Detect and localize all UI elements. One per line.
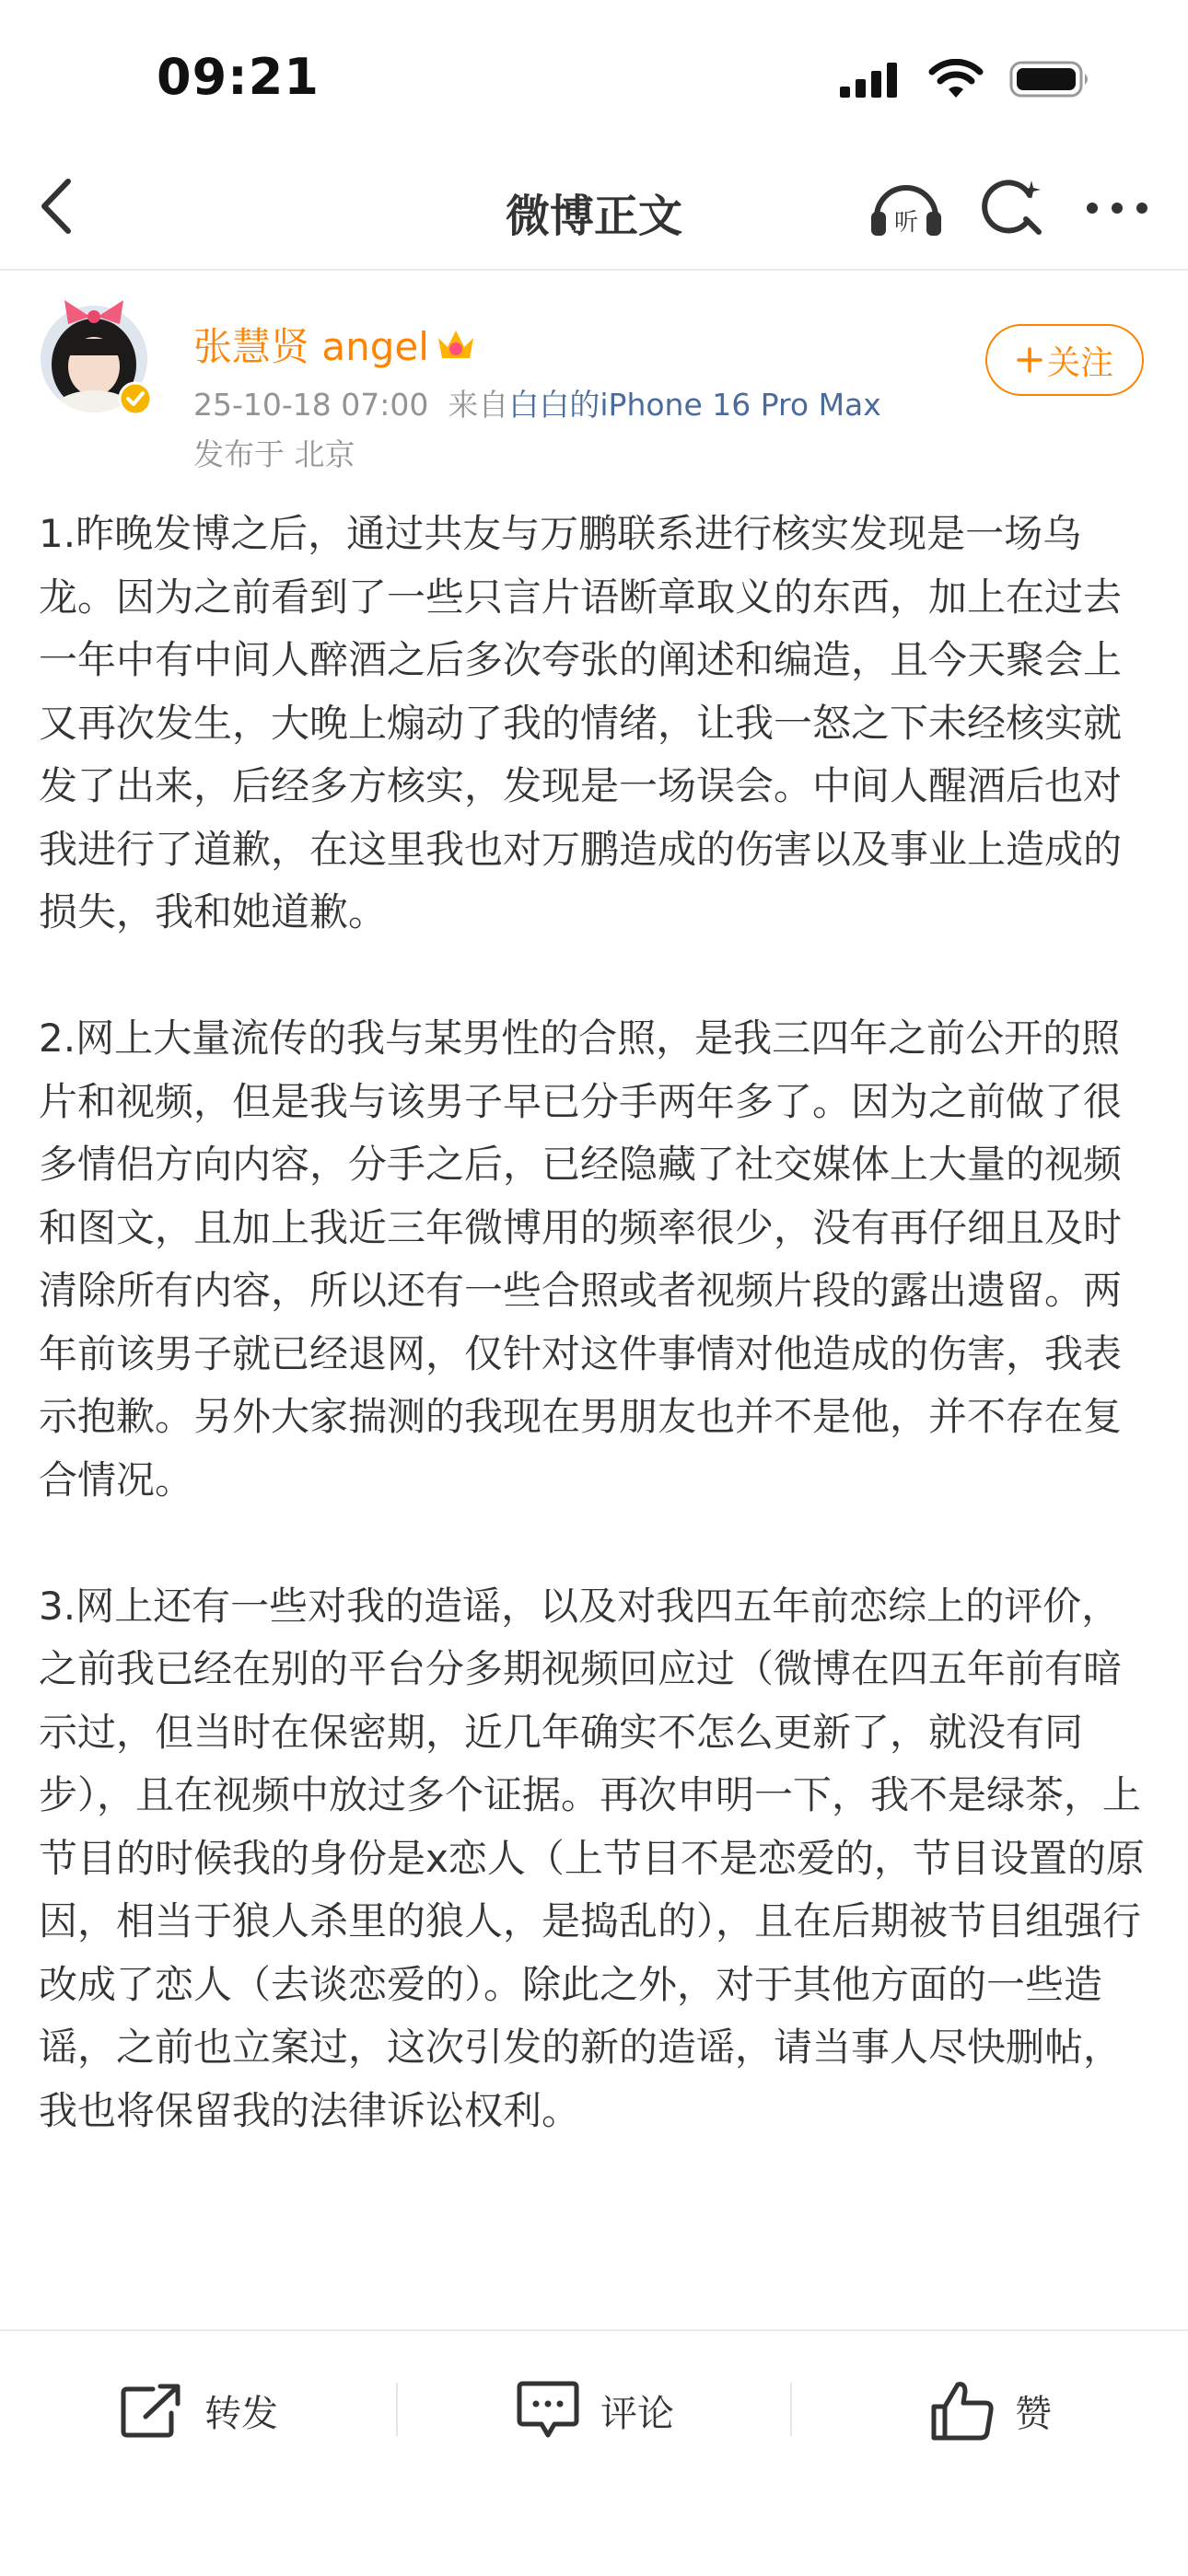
headphones-icon: [868, 175, 945, 239]
plus-icon: [1016, 346, 1043, 374]
comment-icon: [516, 2380, 580, 2441]
author-name[interactable]: 张慧贤 angel: [193, 324, 429, 369]
like-button[interactable]: [930, 2373, 1052, 2447]
signal-icon: [838, 61, 903, 98]
author-name-row[interactable]: [193, 317, 477, 372]
thumbs-up-icon: [930, 2379, 995, 2442]
battery-icon: [1009, 59, 1092, 99]
repost-icon: [120, 2382, 184, 2439]
repost-label: 转发: [204, 2392, 278, 2435]
status-time: 09:21: [157, 48, 320, 106]
more-button[interactable]: [1085, 188, 1149, 228]
svg-text:听: 听: [893, 209, 919, 237]
post-body: [39, 503, 1153, 2206]
action-separator: [790, 2383, 792, 2436]
comment-button[interactable]: [516, 2373, 674, 2447]
post-paragraph-1: 1.昨晚发博之后，通过共友与万鹏联系进行核实发现是一场乌龙。因为之前看到了一些只言片语断章取义的东西，加上在过去一年中有中间人醉酒之后多次夸张的阐述和编造，且今天聚会上又再次发生，大晚上煽动了我的情绪，让我一怒之下未经核实就发了出来，后经多方核实，发现是一场误会。中间人醒酒后也对我进行了道歉，在这里我也对万鹏造成的伤害以及事业上造成的损失，我和她道歉。: [39, 511, 1123, 934]
search-icon: [980, 175, 1044, 239]
follow-button[interactable]: [985, 324, 1144, 396]
post-meta: [193, 381, 881, 424]
repost-button[interactable]: [120, 2373, 278, 2447]
action-separator: [396, 2383, 398, 2436]
crown-icon: [435, 325, 477, 364]
post-source[interactable]: 白白的iPhone 16 Pro Max: [508, 387, 881, 423]
search-button[interactable]: [980, 175, 1044, 239]
post-location: 发布于 北京: [193, 436, 355, 472]
status-icons: [838, 57, 1092, 101]
wifi-icon: [928, 59, 984, 99]
verified-badge-icon: [118, 381, 153, 416]
avatar[interactable]: [37, 293, 158, 414]
follow-label: 关注: [1046, 343, 1113, 382]
more-dots-icon: [1085, 188, 1149, 228]
post-paragraph-3: 3.网上还有一些对我的造谣，以及对我四五年前恋综上的评价，之前我已经在别的平台分多期视频回应过（微博在四五年前有暗示过，但当时在保密期，近几年确实不怎么更新了，就没有同步），且在视频中放过多个证据。再次申明一下，我不是绿茶，上节目的时候我的身份是x恋人（上节目不是恋爱的，节目设置的原因，相当于狼人杀里的狼人，是捣乱的），且在后期被节目组强行改成了恋人（去谈恋爱的）。除此之外，对于其他方面的一些造谣，之前也立案过，这次引发的新的造谣，请当事人尽快删帖，我也将保留我的法律诉讼权利。: [39, 1583, 1145, 2133]
page-title: 微博正文: [505, 191, 682, 242]
nav-divider: [0, 269, 1188, 271]
listen-button[interactable]: [868, 175, 945, 239]
source-prefix: 来自: [448, 387, 509, 423]
like-label: 赞: [1015, 2392, 1052, 2435]
bottom-action-bar: [0, 2329, 1188, 2576]
post-paragraph-2: 2.网上大量流传的我与某男性的合照，是我三四年之前公开的照片和视频，但是我与该男子早已分手两年多了。因为之前做了很多情侣方向内容，分手之后，已经隐藏了社交媒体上大量的视频和图文，且加上我近三年微博用的频率很少，没有再仔细且及时清除所有内容，所以还有一些合照或者视频片段的露出遗留。两年前该男子就已经退网，仅针对这件事情对他造成的伤害，我表示抱歉。另外大家揣测的我现在男朋友也并不是他，并不存在复合情况。: [39, 1015, 1123, 1503]
comment-label: 评论: [600, 2392, 674, 2435]
post-time: 25-10-18 07:00: [193, 387, 429, 423]
